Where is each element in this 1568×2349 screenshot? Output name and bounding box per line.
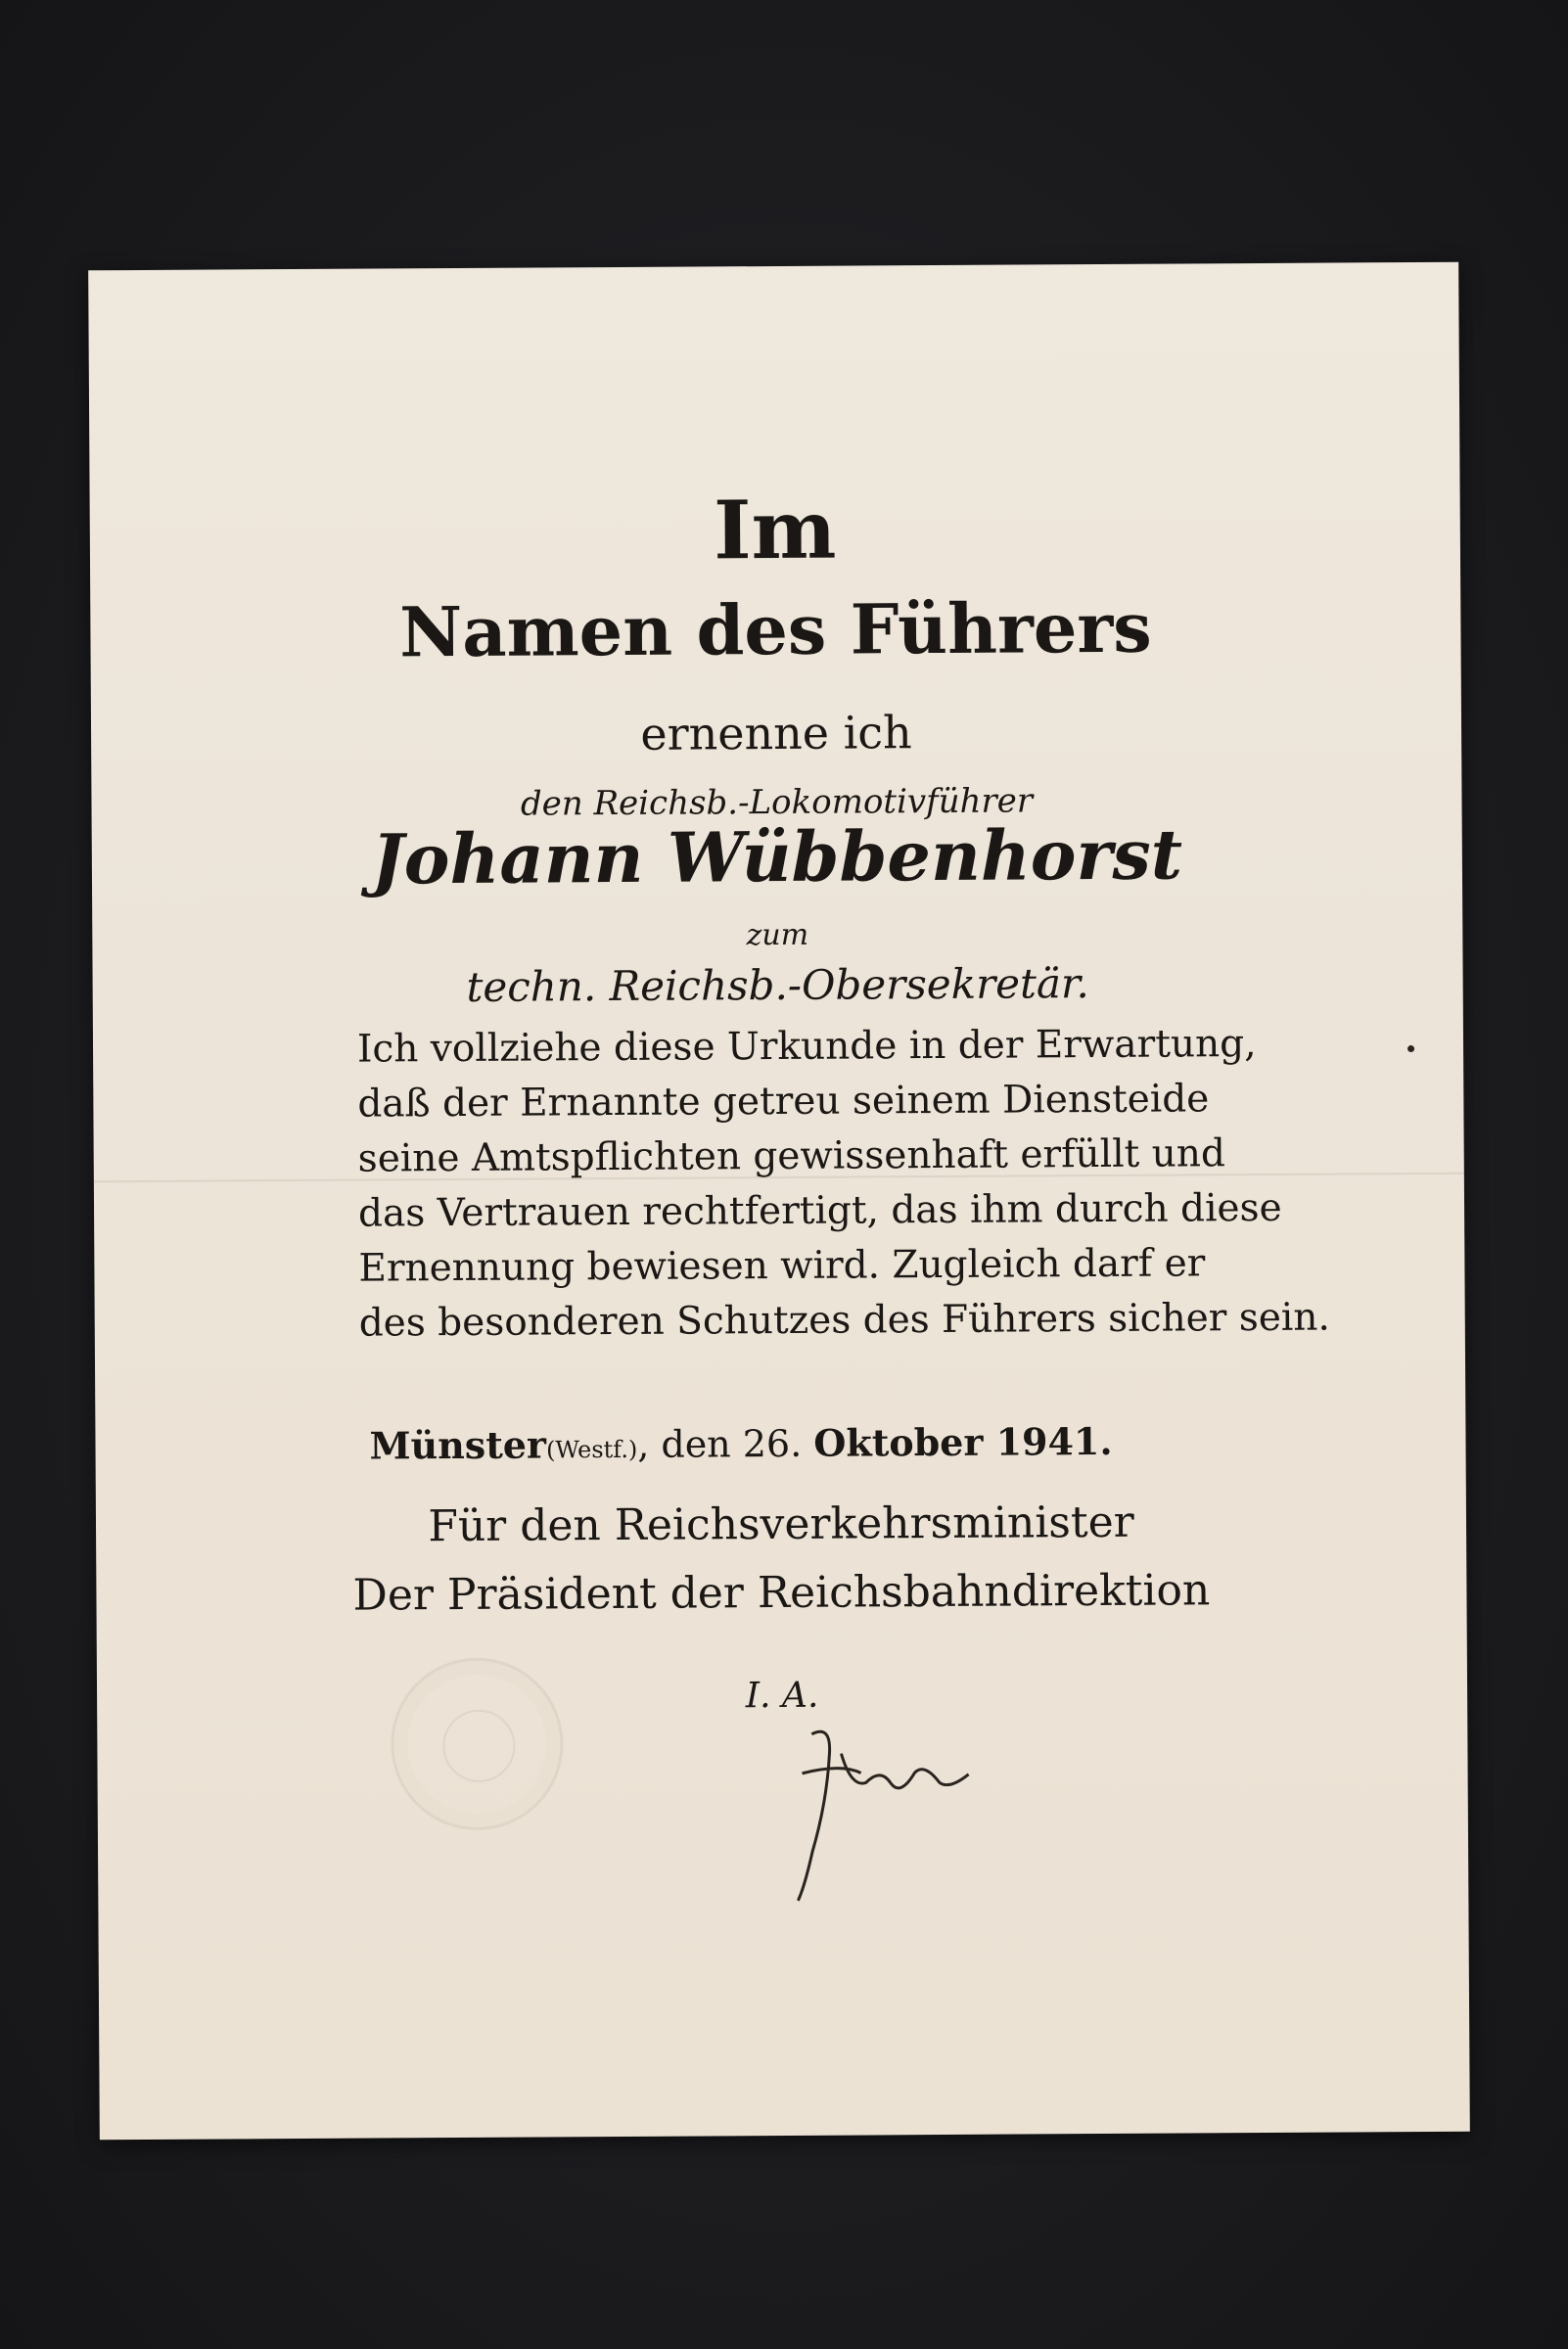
certificate-paper [88,262,1470,2141]
body-line: Ich vollziehe diese Urkunde in der Erwartung, [356,1022,1257,1072]
appoint-phrase: ernenne ich [640,706,912,760]
body-line: seine Amtspflichten gewissenhaft erfüllt und [357,1131,1226,1181]
new-rank: techn. Reichsb.-Obersekretär. [466,959,1089,1011]
body-line: des besonderen Schutzes des Führers sicher sein. [358,1295,1330,1346]
current-rank: den Reichsb.-Lokomotivführer [520,781,1034,824]
body-line: das Vertrauen rechtfertigt, das ihm durch diese [357,1185,1282,1236]
place-name: Münster [369,1422,547,1468]
body-line: Ernennung bewiesen wird. Zugleich darf er [358,1241,1206,1291]
signatory-minister: Für den Reichsverkehrsminister [428,1497,1134,1552]
heading-im: Im [713,483,837,578]
date-prefix: , den 26. [637,1421,803,1466]
signatory-president: Der Präsident der Reichsbahndirektion [352,1565,1211,1621]
zum-word: zum [746,917,809,953]
body-line: daß der Ernannte getreu seinem Diensteide [357,1077,1210,1127]
heading-namen-des-fuehrers: Namen des Führers [398,586,1152,673]
place-date-line [369,1419,1112,1468]
certificate-body [356,1017,1330,1351]
seal-emblem [442,1710,515,1782]
handwritten-signature [772,1714,989,1911]
place-detail: (Westf.) [545,1435,638,1464]
appointee-name: Johann Wübbenhorst [371,813,1183,900]
date-month-year: Oktober 1941. [813,1418,1113,1465]
paper-mark [1407,1045,1414,1052]
on-behalf-abbreviation: I. A. [745,1675,819,1717]
